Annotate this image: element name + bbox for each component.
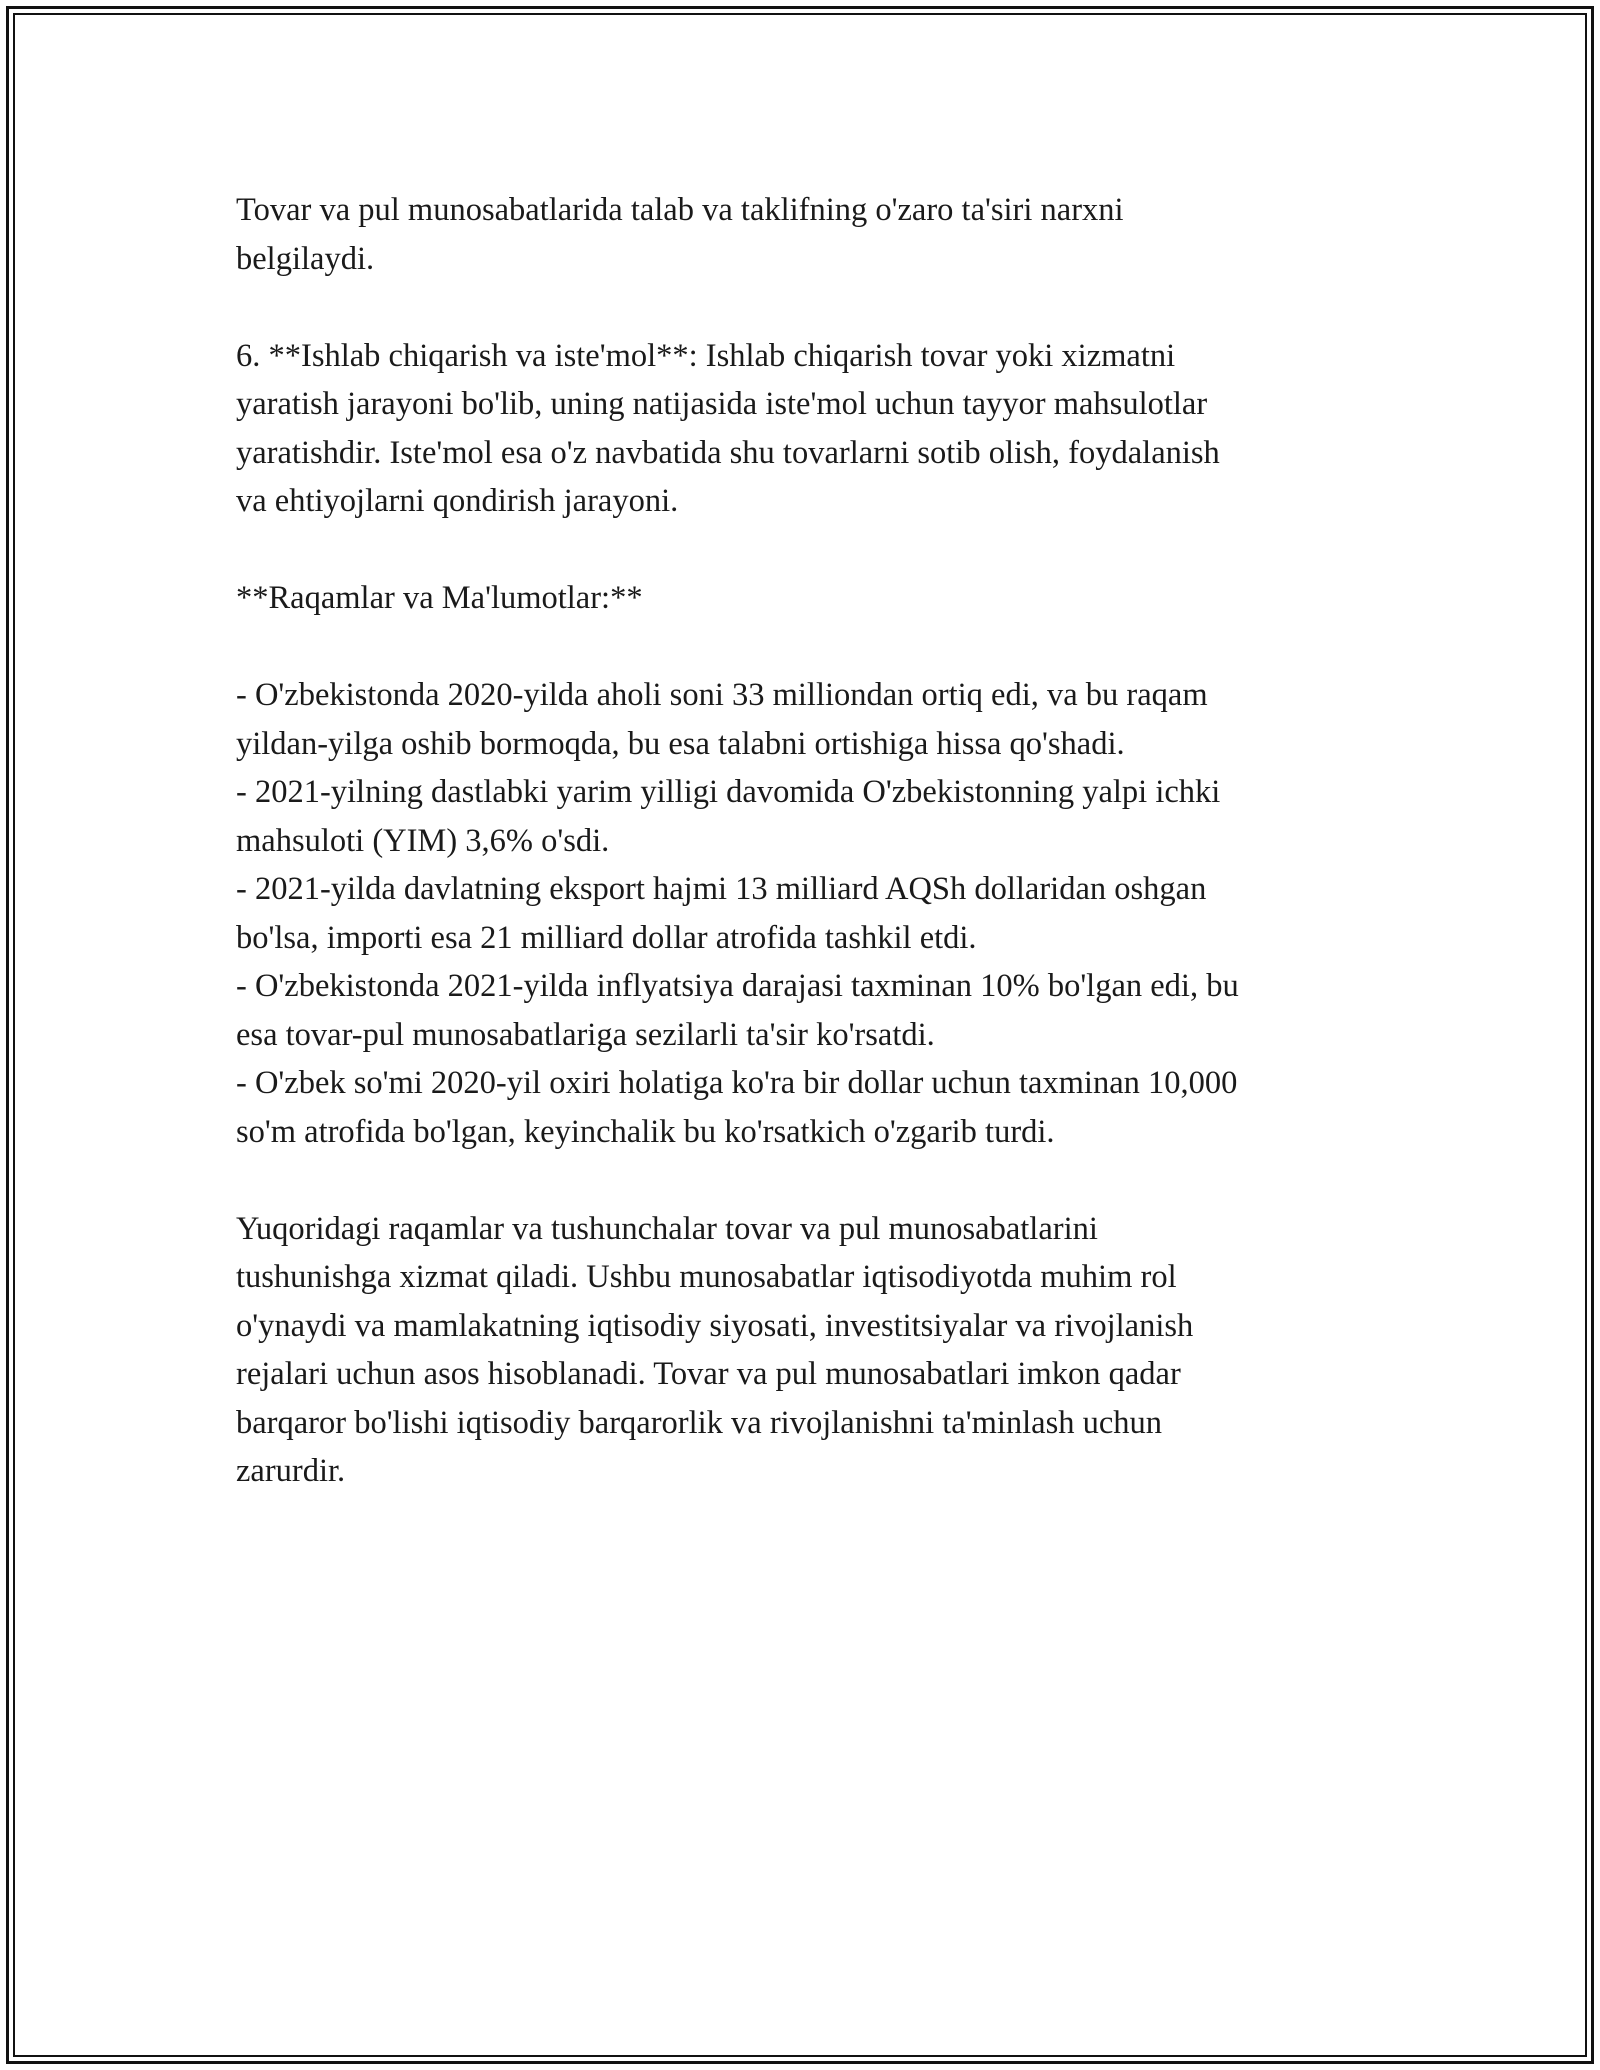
text-line: barqaror bo'lishi iqtisodiy barqarorlik va rivojlanishni ta'minlash uchun	[236, 1404, 1163, 1441]
list-item-line: bo'lsa, importi esa 21 milliard dollar atrofida tashkil etdi.	[236, 919, 977, 956]
text-line: 6. **Ishlab chiqarish va iste'mol**: Ishlab chiqarish tovar yoki xizmatni	[236, 337, 1176, 374]
text-line: zarurdir.	[236, 1453, 346, 1489]
text-line: belgilaydi.	[236, 240, 375, 277]
list-item-line: mahsuloti (YIM) 3,6% o'sdi.	[236, 822, 610, 859]
text-line: va ehtiyojlarni qondirish jarayoni.	[236, 483, 679, 519]
list-item-line: - O'zbekistonda 2020-yilda aholi soni 33 milliondan ortiq edi, va bu raqam	[236, 677, 1208, 713]
text-line: Tovar va pul munosabatlarida talab va taklifning o'zaro ta'siri narxni	[236, 192, 1124, 228]
text-line: tushunishga xizmat qiladi. Ushbu munosabatlar iqtisodiyotda muhim rol	[236, 1259, 1177, 1295]
text-line: o'ynaydi va mamlakatning iqtisodiy siyosati, investitsiyalar va rivojlanish	[236, 1307, 1194, 1344]
paragraph-gap	[236, 283, 1386, 332]
list-item-line: - O'zbek so'mi 2020-yil oxiri holatiga ko'ra bir dollar uchun taxminan 10,000	[236, 1065, 1238, 1101]
list-item-line: - 2021-yilning dastlabki yarim yilligi davomida O'zbekistonning yalpi ichki	[236, 774, 1221, 810]
list-item-line: so'm atrofida bo'lgan, keyinchalik bu ko'rsatkich o'zgarib turdi.	[236, 1113, 1055, 1150]
text-line: Yuqoridagi raqamlar va tushunchalar tovar va pul munosabatlarini	[236, 1210, 1098, 1247]
text-line: yaratishdir. Iste'mol esa o'z navbatida shu tovarlarni sotib olish, foydalanish	[236, 434, 1220, 471]
text-line: rejalari uchun asos hisoblanadi. Tovar va pul munosabatlari imkon qadar	[236, 1356, 1181, 1392]
section-heading: **Raqamlar va Ma'lumotlar:**	[236, 580, 643, 616]
paragraph-gap	[236, 526, 1386, 575]
text-line: yaratish jarayoni bo'lib, uning natijasida iste'mol uchun tayyor mahsulotlar	[236, 386, 1208, 422]
paragraph-gap	[236, 1156, 1386, 1205]
document-body	[236, 186, 1386, 1496]
list-item-line: - 2021-yilda davlatning eksport hajmi 13 milliard AQSh dollaridan oshgan	[236, 871, 1207, 907]
list-item-line: - O'zbekistonda 2021-yilda inflyatsiya darajasi taxminan 10% bo'lgan edi, bu	[236, 968, 1239, 1004]
list-item-line: esa tovar-pul munosabatlariga sezilarli ta'sir ko'rsatdi.	[236, 1016, 935, 1053]
list-item-line: yildan-yilga oshib bormoqda, bu esa talabni ortishiga hissa qo'shadi.	[236, 725, 1125, 762]
paragraph-gap	[236, 623, 1386, 672]
